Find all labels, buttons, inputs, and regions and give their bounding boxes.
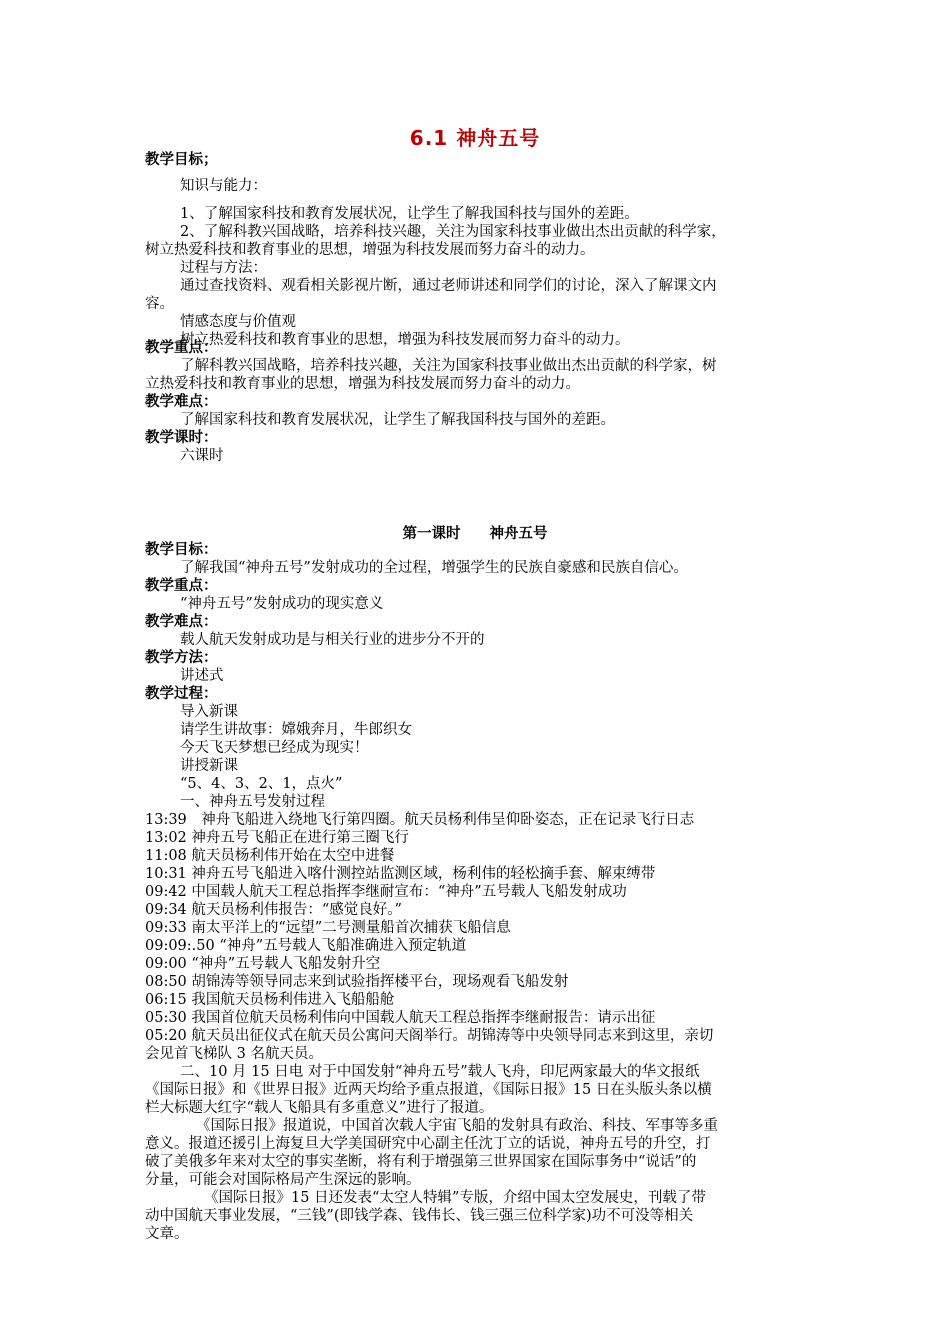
knowledge-item-2a: 2、了解科教兴国战略，培养科技兴趣，关注为国家科技事业做出杰出贡献的科学家，	[180, 224, 726, 240]
process-heading: 过程与方法：	[180, 260, 267, 276]
process-item-b: 容。	[145, 296, 174, 312]
lesson-teach: 讲授新课	[180, 758, 238, 774]
emotion-heading: 情感态度与价值观	[180, 314, 296, 330]
lesson-goal-heading: 教学目标：	[145, 542, 218, 558]
timeline-item: 09:00 “神舟”五号载人飞船发射升空	[145, 956, 381, 972]
paragraph-3-line: 破了美俄多年来对太空的事实垄断，将有利于增强第三世界国家在国际事务中“说话”的	[145, 1154, 697, 1170]
page-title: 6.1 神舟五号	[409, 126, 541, 150]
timeline-item: 09:42 中国载人航天工程总指挥李继耐宣布：“神舟”五号载人飞船发射成功	[145, 884, 627, 900]
timeline-item: 11:08 航天员杨利伟开始在太空中进餐	[145, 848, 395, 864]
paragraph-4-line: 文章。	[145, 1226, 189, 1242]
lesson-intro: 导入新课	[180, 704, 238, 720]
lesson-method-heading: 教学方法：	[145, 650, 218, 666]
goal-heading: 教学目标；	[145, 152, 218, 168]
knowledge-heading: 知识与能力：	[180, 178, 267, 194]
paragraph-2-line: 栏大标题大红字“载人飞船具有多重意义”进行了报道。	[145, 1100, 494, 1116]
paragraph-2-line: 二、10 月 15 日电 对于中国发射“神舟五号”载人飞舟，印尼两家最大的华文报纸	[180, 1064, 700, 1080]
timeline-item: 09:33 南太平洋上的“远望”二号测量船首次捕获飞船信息	[145, 920, 511, 936]
lesson-key-heading: 教学重点：	[145, 578, 218, 594]
key-heading: 教学重点：	[145, 340, 218, 356]
timeline-item: 08:50 胡锦涛等领导同志来到试验指挥楼平台，现场观看飞船发射	[145, 974, 569, 990]
timeline-item: 13:02 神舟五号飞船正在进行第三圈飞行	[145, 830, 409, 846]
lesson-method: 讲述式	[180, 668, 224, 684]
difficulty-heading: 教学难点：	[145, 394, 218, 410]
difficulty-item: 了解国家科技和教育发展状况，让学生了解我国科技与国外的差距。	[180, 412, 615, 428]
paragraph-3-line: 分量，可能会对国际格局产生深远的影响。	[145, 1172, 421, 1188]
key-item-b: 立热爱科技和教育事业的思想，增强为科技发展而努力奋斗的动力。	[145, 376, 580, 392]
lesson-dream: 今天飞天梦想已经成为现实！	[180, 740, 369, 756]
process-item-a: 通过查找资料、观看相关影视片断，通过老师讲述和同学们的讨论，深入了解课文内	[180, 278, 717, 294]
paragraph-4-line: 动中国航天事业发展，“三钱”(即钱学森、钱伟长、钱三强三位科学家)功不可没等相关	[145, 1208, 694, 1224]
lesson-process-heading: 教学过程：	[145, 686, 218, 702]
lesson-difficulty: 载人航天发射成功是与相关行业的进步分不开的	[180, 632, 485, 648]
emotion-item: 树立热爱科技和教育事业的思想，增强为科技发展而努力奋斗的动力。	[180, 332, 630, 348]
paragraph-2-line: 《国际日报》和《世界日报》近两天均给予重点报道，《国际日报》15 日在头版头条以横	[145, 1082, 712, 1098]
timeline-item: 09:09:.50 “神舟”五号载人飞船准确进入预定轨道	[145, 938, 467, 954]
paragraph-3-line: 《国际日报》报道说，中国首次载人宇宙飞船的发射具有政治、科技、军事等多重	[196, 1118, 718, 1134]
timeline-item: 05:30 我国首位航天员杨利伟向中国载人航天工程总指挥李继耐报告：请示出征	[145, 1010, 656, 1026]
timeline-item: 09:34 航天员杨利伟报告：“感觉良好。”	[145, 902, 402, 918]
lesson-countdown: “5、4、3、2、1，点火”	[180, 776, 343, 792]
timeline-item: 10:31 神舟五号飞船进入喀什测控站监测区域，杨利伟的轻松摘手套、解束缚带	[145, 866, 656, 882]
hours-heading: 教学课时：	[145, 430, 218, 446]
timeline-item: 05:20 航天员出征仪式在航天员公寓问天阁举行。胡锦涛等中央领导同志来到这里，亲切	[145, 1028, 714, 1044]
paragraph-3-line: 意义。报道还援引上海复旦大学美国研究中心副主任沈丁立的话说，神舟五号的升空，打	[145, 1136, 711, 1152]
key-item-a: 了解科教兴国战略，培养科技兴趣，关注为国家科技事业做出杰出贡献的科学家，树	[180, 358, 717, 374]
lesson-key: “神舟五号”发射成功的现实意义	[180, 596, 384, 612]
timeline-item: 会见首飞梯队 3 名航天员。	[145, 1046, 323, 1062]
knowledge-item-1: 1、了解国家科技和教育发展状况，让学生了解我国科技与国外的差距。	[180, 206, 639, 222]
lesson-difficulty-heading: 教学难点：	[145, 614, 218, 630]
lesson-goal: 了解我国“神舟五号”发射成功的全过程，增强学生的民族自豪感和民族自信心。	[180, 560, 688, 576]
lesson-story: 请学生讲故事：嫦娥奔月，牛郎织女	[180, 722, 412, 738]
lesson-section-1: 一、神舟五号发射过程	[180, 794, 325, 810]
lesson-subtitle: 第一课时 神舟五号	[402, 526, 548, 542]
timeline-item: 06:15 我国航天员杨利伟进入飞船船舱	[145, 992, 395, 1008]
hours-value: 六课时	[180, 448, 224, 464]
timeline-item: 13:39 神舟飞船进入绕地飞行第四圈。航天员杨利伟呈仰卧姿态，正在记录飞行日志	[145, 812, 695, 828]
paragraph-4-line: 《国际日报》15 日还发表“太空人特辑”专版，介绍中国太空发展史，刊载了带	[204, 1190, 706, 1206]
knowledge-item-2b: 树立热爱科技和教育事业的思想，增强为科技发展而努力奋斗的动力。	[145, 242, 595, 258]
